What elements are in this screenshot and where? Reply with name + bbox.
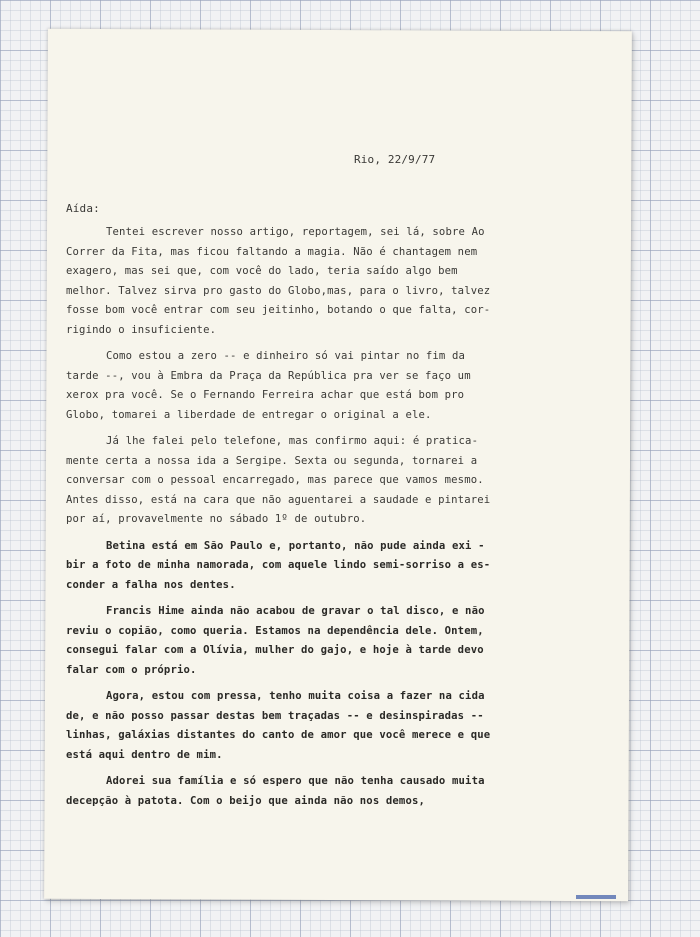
text-line: está aqui dentro de mim. <box>66 748 223 761</box>
text-line: Tentei escrever nosso artigo, reportagem, sei lá, sobre Ao <box>106 226 485 238</box>
text-line: conder a falha nos dentes. <box>66 578 236 591</box>
paper-edge-mark <box>576 895 616 899</box>
text-line: melhor. Talvez sirva pro gasto do Globo,mas, para o livro, talvez <box>66 284 491 297</box>
text-line: consegui falar com a Olívia, mulher do gajo, e hoje à tarde devo <box>66 644 484 656</box>
text-line: Como estou a zero -- e dinheiro só vai pintar no fim da <box>106 350 466 362</box>
paragraph-7 <box>66 772 576 811</box>
text-line: Betina está em São Paulo e, portanto, não pude ainda exi - <box>106 539 485 552</box>
text-line: Correr da Fita, mas ficou faltando a magia. Não é chantagem nem <box>66 245 478 258</box>
paragraph-3 <box>66 432 576 530</box>
text-line: falar com o próprio. <box>66 663 197 676</box>
text-line: conversar com o pessoal encarregado, mas parece que vamos mesmo. <box>66 474 484 486</box>
paragraph-2 <box>66 347 576 425</box>
text-line: rigindo o insuficiente. <box>66 323 217 336</box>
text-line: de, e não posso passar destas bem traçadas -- e desinspiradas -- <box>66 709 484 722</box>
text-line: mente certa a nossa ida a Sergipe. Sexta ou segunda, tornarei a <box>66 454 478 467</box>
paragraph-6 <box>66 687 576 765</box>
text-line: Francis Hime ainda não acabou de gravar o tal disco, e não <box>106 605 485 617</box>
text-line: fosse bom você entrar com seu jeitinho, botando o que falta, cor- <box>66 304 491 316</box>
text-line: Globo, tomarei a liberdade de entregar o original a ele. <box>66 408 432 421</box>
text-line: Adorei sua família e só espero que não tenha causado muita <box>106 775 485 787</box>
text-line: reviu o copião, como queria. Estamos na dependência dele. Ontem, <box>66 624 484 637</box>
text-line: exagero, mas sei que, com você do lado, teria saído algo bem <box>66 265 458 277</box>
text-line: xerox pra você. Se o Fernando Ferreira achar que está bom pro <box>66 389 465 401</box>
text-line: tarde --, vou à Embra da Praça da República pra ver se faço um <box>66 369 471 382</box>
text-line: Agora, estou com pressa, tenho muita coisa a fazer na cida <box>106 690 485 702</box>
text-line: decepção à patota. Com o beijo que ainda não nos demos, <box>66 794 426 807</box>
text-line: linhas, galáxias distantes do canto de amor que você merece e que <box>66 729 491 741</box>
letter-salutation: Aída: <box>66 202 100 215</box>
paragraph-1 <box>66 223 576 340</box>
paragraph-4 <box>66 537 576 596</box>
text-line: por aí, provavelmente no sábado 1º de outubro. <box>66 513 367 525</box>
letter-body <box>66 223 576 818</box>
paragraph-5 <box>66 602 576 680</box>
text-line: bir a foto de minha namorada, com aquele lindo semi-sorriso a es- <box>66 559 491 571</box>
text-line: Antes disso, está na cara que não aguentarei a saudade e pintarei <box>66 493 491 506</box>
text-line: Já lhe falei pelo telefone, mas confirmo aqui: é pratica- <box>106 435 479 447</box>
letter-date: Rio, 22/9/77 <box>354 153 436 166</box>
